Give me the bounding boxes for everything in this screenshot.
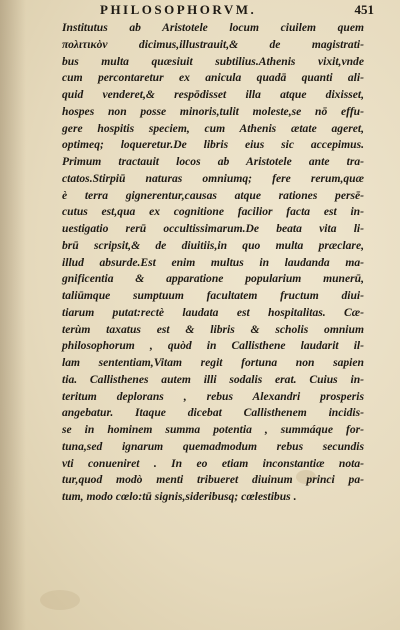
text-line: quid venderet,& respōdisset illa atque dixisset, [62, 88, 364, 101]
text-line: bus multa quæsiuit subtilius.Athenis vixit,vnde [62, 54, 364, 68]
text-line: terùm taxatus est & libris & scholis omnium [62, 322, 364, 336]
text-line: cum percontaretur ex anicula quadā quanti ali- [62, 71, 364, 85]
text-line: uestigatio rerū occultissimarum.De beata vita li- [62, 222, 364, 235]
text-line: vti conueniret . In eo etiam inconstantiæ nota- [62, 456, 364, 470]
text-line: tia. Callisthenes autem illi sodalis erat. Cuius in- [62, 372, 364, 386]
text-line: hospes non posse minoris,tulit moleste,se nō effu- [62, 104, 364, 118]
text-line: tiarum putat:rectè laudata est hospitalitas. Cæ- [62, 305, 364, 319]
running-head [60, 2, 380, 18]
text-line: teritum deplorans , rebus Alexandri prosperis [62, 389, 364, 403]
text-line: philosophorum , quòd in Callisthene laudarit il- [62, 339, 364, 353]
running-title: PHILOSOPHORVM. [100, 2, 257, 17]
paper-stain [40, 590, 80, 610]
text-line: optimeq; loqueretur.De libris eius sic accepimus. [62, 138, 364, 152]
text-line: πολιτικὸν dicimus,illustrauit,& de magistrati- [62, 37, 364, 51]
text-line: taliūmque sumptuum facultatem fructum diui- [62, 289, 364, 302]
text-line: è terra gignerentur,causas atque rationes persē- [62, 188, 364, 202]
gutter-shadow [0, 0, 26, 630]
text-line: tuna,sed ignarum quemadmodum rebus secundis [62, 439, 364, 453]
text-line: Primum tractauit locos ab Aristotele ante tra- [62, 155, 364, 168]
page-number: 451 [354, 2, 374, 17]
text-line: angebatur. Itaque dicebat Callisthenem incidis- [62, 406, 364, 420]
text-line: tum, modo cœlo:tū signis,sideribusq; cœlestibus . [62, 490, 297, 503]
text-line: tur,quod modò menti tribueret diuinum princi pa- [62, 473, 364, 487]
text-line: ctatos.Stirpiū naturas omniumq; fere rerum,quæ [62, 171, 364, 185]
text-line: lam sententiam,Vitam regit fortuna non sapien [62, 356, 364, 369]
body-text [62, 20, 364, 506]
text-line: cutus est,qua ex cognitione facilior facta est in- [62, 205, 364, 219]
text-line: se in hominem summa potentia , summáque for- [62, 423, 364, 436]
text-line: gnificentia & apparatione popularium munerū, [62, 272, 364, 286]
text-line: gere hospitis speciem, cum Athenis ætate ageret, [62, 121, 364, 135]
text-line: brū scripsit,& de diuitiis,in quo multa præclare, [62, 238, 364, 252]
text-line: Institutus ab Aristotele locum ciuilem quem [62, 21, 364, 34]
text-line: illud absurde.Est enim multus in laudanda ma- [62, 255, 364, 269]
